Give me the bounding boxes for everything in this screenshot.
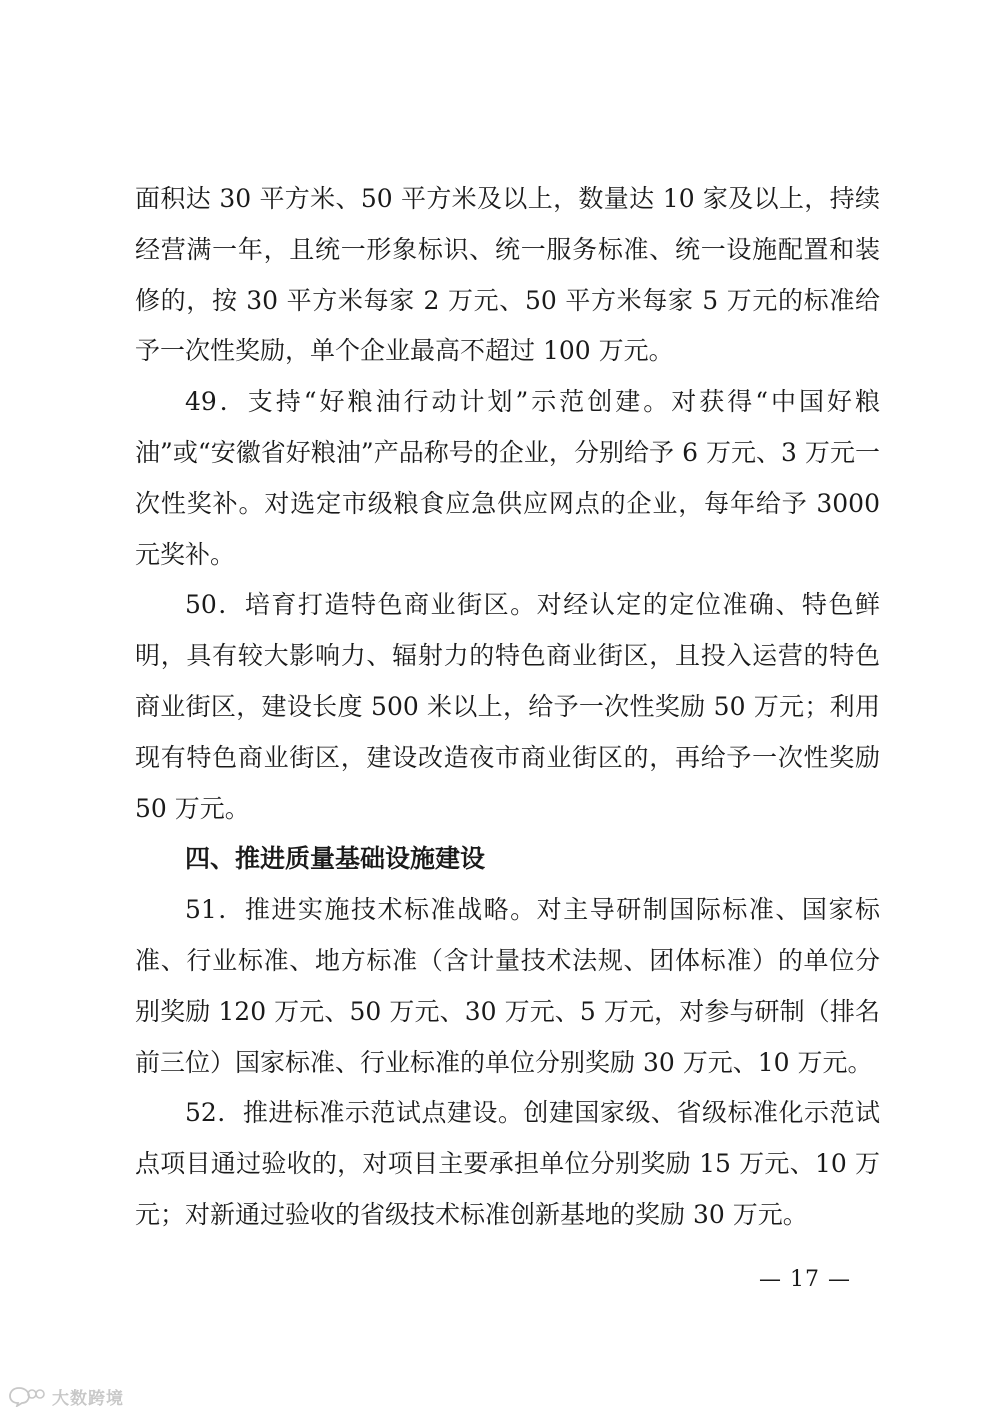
paragraph-item-52: 52．推进标准示范试点建设。创建国家级、省级标准化示范试点项目通过验收的，对项目主要承担单位分别奖励 15 万元、10 万元；对新通过验收的省级技术标准创新基地的奖励 30 万元。 bbox=[135, 1098, 880, 1229]
paragraph-item-50: 50．培育打造特色商业街区。对经认定的定位准确、特色鲜明，具有较大影响力、辐射力的特色商业街区，且投入运营的特色商业街区，建设长度 500 米以上，给予一次性奖励 50 万元；利用现有特色商业街区，建设改造夜市商业街区的，再给予一次性奖励 50 万元。 bbox=[135, 590, 880, 823]
watermark bbox=[8, 1384, 124, 1408]
chat-bubble-logo-icon bbox=[8, 1385, 48, 1407]
page-number: — 17 — bbox=[759, 1267, 851, 1292]
document-body bbox=[135, 174, 880, 1241]
paragraph-item-51: 51．推进实施技术标准战略。对主导研制国际标准、国家标准、行业标准、地方标准（含计量技术法规、团体标准）的单位分别奖励 120 万元、50 万元、30 万元、5 万元，对参与研制（排名前三位）国家标准、行业标准的单位分别奖励 30 万元、10 万元。 bbox=[135, 895, 880, 1077]
paragraph-item-49: 49．支持“好粮油行动计划”示范创建。对获得“中国好粮油”或“安徽省好粮油”产品称号的企业，分别给予 6 万元、3 万元一次性奖补。对选定市级粮食应急供应网点的企业，每年给予 3000 元奖补。 bbox=[135, 387, 880, 569]
watermark-text: 大数跨境 bbox=[52, 1388, 124, 1409]
paragraph-continuation: 面积达 30 平方米、50 平方米及以上，数量达 10 家及以上，持续经营满一年，且统一形象标识、统一服务标准、统一设施配置和装修的，按 30 平方米每家 2 万元、50 平方米每家 5 万元的标准给予一次性奖励，单个企业最高不超过 100 万元。 bbox=[135, 184, 880, 366]
section-heading: 四、推进质量基础设施建设 bbox=[185, 844, 486, 874]
